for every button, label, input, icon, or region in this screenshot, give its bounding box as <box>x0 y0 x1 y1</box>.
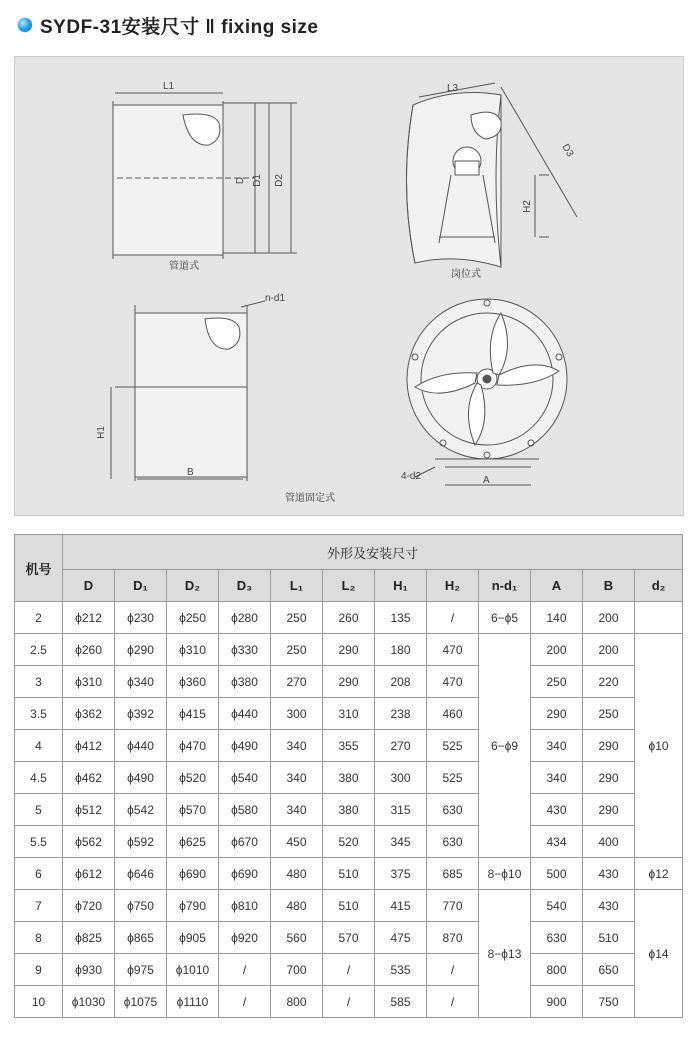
cell-model: 5.5 <box>15 826 63 858</box>
cell-L2: 290 <box>323 666 375 698</box>
cell-D: ϕ720 <box>63 890 115 922</box>
cell-B: 510 <box>583 922 635 954</box>
cell-L2: 290 <box>323 634 375 666</box>
col-H1: H₁ <box>375 570 427 602</box>
cell-B: 430 <box>583 858 635 890</box>
table-row <box>15 602 683 634</box>
cell-L2: 510 <box>323 890 375 922</box>
table-row <box>15 730 683 762</box>
cell-H2: 630 <box>427 794 479 826</box>
cell-L2: 510 <box>323 858 375 890</box>
cell-D2: ϕ570 <box>167 794 219 826</box>
cell-A: 200 <box>531 634 583 666</box>
cell-H2: / <box>427 954 479 986</box>
table-row <box>15 698 683 730</box>
cell-model: 2.5 <box>15 634 63 666</box>
cell-d2: ϕ10 <box>635 634 683 858</box>
cell-D: ϕ362 <box>63 698 115 730</box>
cell-H2: 525 <box>427 762 479 794</box>
cell-H2: 870 <box>427 922 479 954</box>
cell-model: 3 <box>15 666 63 698</box>
cell-model: 2 <box>15 602 63 634</box>
cell-D1: ϕ592 <box>115 826 167 858</box>
caption-duct: 管道式 <box>169 261 199 272</box>
cell-D1: ϕ340 <box>115 666 167 698</box>
cell-L2: 380 <box>323 762 375 794</box>
label-4-d2: 4-d2 <box>401 471 422 482</box>
cell-D3: ϕ920 <box>219 922 271 954</box>
col-D2: D₂ <box>167 570 219 602</box>
cell-H2: 470 <box>427 666 479 698</box>
cell-A: 430 <box>531 794 583 826</box>
cell-H1: 270 <box>375 730 427 762</box>
cell-H1: 345 <box>375 826 427 858</box>
cell-H2: 685 <box>427 858 479 890</box>
cell-H1: 415 <box>375 890 427 922</box>
label-nd1: n-d1 <box>265 293 286 304</box>
cell-L1: 340 <box>271 762 323 794</box>
cell-B: 290 <box>583 762 635 794</box>
cell-H1: 475 <box>375 922 427 954</box>
cell-D1: ϕ1075 <box>115 986 167 1018</box>
cell-nd1: 6−ϕ5 <box>479 602 531 634</box>
label-A: A <box>483 475 490 486</box>
cell-H2: / <box>427 602 479 634</box>
cell-nd1: 8−ϕ13 <box>479 890 531 1018</box>
cell-D3: ϕ580 <box>219 794 271 826</box>
cell-L1: 300 <box>271 698 323 730</box>
cell-D2: ϕ625 <box>167 826 219 858</box>
table-row <box>15 890 683 922</box>
cell-model: 8 <box>15 922 63 954</box>
col-model: 机号 <box>15 535 63 602</box>
cell-D3: ϕ490 <box>219 730 271 762</box>
cell-B: 250 <box>583 698 635 730</box>
cell-H2: 630 <box>427 826 479 858</box>
cell-A: 340 <box>531 762 583 794</box>
label-L3: L3 <box>447 83 459 94</box>
cell-L1: 480 <box>271 890 323 922</box>
cell-L1: 270 <box>271 666 323 698</box>
cell-H1: 375 <box>375 858 427 890</box>
cell-D: ϕ260 <box>63 634 115 666</box>
cell-D: ϕ1030 <box>63 986 115 1018</box>
cell-L1: 480 <box>271 858 323 890</box>
cell-model: 4 <box>15 730 63 762</box>
cell-D: ϕ512 <box>63 794 115 826</box>
cell-B: 200 <box>583 602 635 634</box>
cell-H2: 525 <box>427 730 479 762</box>
cell-D3: ϕ280 <box>219 602 271 634</box>
cell-L1: 700 <box>271 954 323 986</box>
cell-d2: ϕ12 <box>635 858 683 890</box>
label-D1: D1 <box>251 174 263 187</box>
cell-D: ϕ412 <box>63 730 115 762</box>
cell-H1: 180 <box>375 634 427 666</box>
caption-duct-fixed: 管道固定式 <box>285 493 335 504</box>
cell-nd1: 6−ϕ9 <box>479 634 531 858</box>
cell-L1: 560 <box>271 922 323 954</box>
col-group-dimensions: 外形及安装尺寸 <box>63 535 683 570</box>
cell-A: 140 <box>531 602 583 634</box>
cell-D1: ϕ490 <box>115 762 167 794</box>
cell-D3: ϕ670 <box>219 826 271 858</box>
label-B: B <box>187 467 194 478</box>
cell-D1: ϕ750 <box>115 890 167 922</box>
cell-B: 290 <box>583 730 635 762</box>
dimension-table <box>14 534 683 1018</box>
cell-model: 6 <box>15 858 63 890</box>
cell-D3: ϕ380 <box>219 666 271 698</box>
cell-H1: 238 <box>375 698 427 730</box>
label-D: D <box>235 176 247 185</box>
col-H2: H₂ <box>427 570 479 602</box>
cell-D3: ϕ690 <box>219 858 271 890</box>
cell-model: 3.5 <box>15 698 63 730</box>
col-d2: d₂ <box>635 570 683 602</box>
caption-post: 岗位式 <box>451 269 481 280</box>
cell-D1: ϕ392 <box>115 698 167 730</box>
cell-L1: 250 <box>271 602 323 634</box>
cell-H2: / <box>427 986 479 1018</box>
label-H2: H2 <box>521 200 533 213</box>
cell-D2: ϕ310 <box>167 634 219 666</box>
cell-D: ϕ825 <box>63 922 115 954</box>
col-L2: L₂ <box>323 570 375 602</box>
diagram-drawing <box>15 57 683 515</box>
cell-model: 5 <box>15 794 63 826</box>
cell-D2: ϕ690 <box>167 858 219 890</box>
cell-B: 650 <box>583 954 635 986</box>
cell-L1: 340 <box>271 794 323 826</box>
cell-model: 7 <box>15 890 63 922</box>
col-A: A <box>531 570 583 602</box>
cell-D1: ϕ230 <box>115 602 167 634</box>
table-row <box>15 954 683 986</box>
table-row <box>15 986 683 1018</box>
cell-D1: ϕ290 <box>115 634 167 666</box>
cell-A: 250 <box>531 666 583 698</box>
cell-H2: 770 <box>427 890 479 922</box>
cell-A: 340 <box>531 730 583 762</box>
table-row <box>15 666 683 698</box>
cell-D2: ϕ790 <box>167 890 219 922</box>
cell-A: 290 <box>531 698 583 730</box>
col-B: B <box>583 570 635 602</box>
cell-A: 540 <box>531 890 583 922</box>
cell-L2: / <box>323 986 375 1018</box>
table-row <box>15 826 683 858</box>
cell-D: ϕ462 <box>63 762 115 794</box>
table-row <box>15 634 683 666</box>
table-row <box>15 794 683 826</box>
cell-D3: ϕ440 <box>219 698 271 730</box>
cell-H1: 208 <box>375 666 427 698</box>
cell-H1: 135 <box>375 602 427 634</box>
col-nd1: n-d₁ <box>479 570 531 602</box>
cell-D1: ϕ440 <box>115 730 167 762</box>
cell-H1: 300 <box>375 762 427 794</box>
label-D2: D2 <box>273 174 285 187</box>
cell-L2: 260 <box>323 602 375 634</box>
table-row <box>15 762 683 794</box>
header <box>18 10 319 40</box>
label-H1: H1 <box>95 426 107 439</box>
cell-D: ϕ930 <box>63 954 115 986</box>
cell-D2: ϕ415 <box>167 698 219 730</box>
bullet-icon <box>18 18 32 32</box>
cell-D2: ϕ520 <box>167 762 219 794</box>
col-D3: D₃ <box>219 570 271 602</box>
cell-A: 500 <box>531 858 583 890</box>
cell-D2: ϕ905 <box>167 922 219 954</box>
cell-D2: ϕ1010 <box>167 954 219 986</box>
cell-D3: ϕ810 <box>219 890 271 922</box>
cell-H2: 470 <box>427 634 479 666</box>
cell-d2 <box>635 602 683 634</box>
cell-B: 200 <box>583 634 635 666</box>
cell-D3: ϕ330 <box>219 634 271 666</box>
cell-L2: 355 <box>323 730 375 762</box>
table-row <box>15 922 683 954</box>
cell-L2: / <box>323 954 375 986</box>
cell-D: ϕ310 <box>63 666 115 698</box>
cell-D1: ϕ542 <box>115 794 167 826</box>
cell-D3: / <box>219 986 271 1018</box>
cell-D: ϕ612 <box>63 858 115 890</box>
cell-L1: 340 <box>271 730 323 762</box>
cell-D1: ϕ865 <box>115 922 167 954</box>
installation-diagram <box>14 56 684 516</box>
cell-D3: / <box>219 954 271 986</box>
cell-H1: 535 <box>375 954 427 986</box>
col-D: D <box>63 570 115 602</box>
cell-H1: 585 <box>375 986 427 1018</box>
cell-D: ϕ212 <box>63 602 115 634</box>
cell-D2: ϕ1110 <box>167 986 219 1018</box>
cell-D2: ϕ470 <box>167 730 219 762</box>
cell-L2: 380 <box>323 794 375 826</box>
cell-B: 290 <box>583 794 635 826</box>
cell-L2: 310 <box>323 698 375 730</box>
cell-B: 400 <box>583 826 635 858</box>
col-D1: D₁ <box>115 570 167 602</box>
cell-H2: 460 <box>427 698 479 730</box>
col-L1: L₁ <box>271 570 323 602</box>
cell-D1: ϕ975 <box>115 954 167 986</box>
cell-d2: ϕ14 <box>635 890 683 1018</box>
label-D3: D3 <box>559 142 576 159</box>
cell-L2: 570 <box>323 922 375 954</box>
cell-B: 750 <box>583 986 635 1018</box>
cell-A: 800 <box>531 954 583 986</box>
cell-A: 434 <box>531 826 583 858</box>
cell-nd1: 8−ϕ10 <box>479 858 531 890</box>
cell-L1: 450 <box>271 826 323 858</box>
page-title: SYDF-31安装尺寸 ‖ fixing size <box>40 16 319 38</box>
cell-H1: 315 <box>375 794 427 826</box>
cell-D2: ϕ360 <box>167 666 219 698</box>
cell-D1: ϕ646 <box>115 858 167 890</box>
cell-B: 220 <box>583 666 635 698</box>
cell-D2: ϕ250 <box>167 602 219 634</box>
cell-B: 430 <box>583 890 635 922</box>
cell-L1: 250 <box>271 634 323 666</box>
cell-model: 9 <box>15 954 63 986</box>
cell-A: 630 <box>531 922 583 954</box>
cell-model: 4.5 <box>15 762 63 794</box>
cell-D3: ϕ540 <box>219 762 271 794</box>
cell-L1: 800 <box>271 986 323 1018</box>
label-L1: L1 <box>163 81 175 92</box>
table-row <box>15 858 683 890</box>
cell-model: 10 <box>15 986 63 1018</box>
cell-D: ϕ562 <box>63 826 115 858</box>
cell-L2: 520 <box>323 826 375 858</box>
cell-A: 900 <box>531 986 583 1018</box>
